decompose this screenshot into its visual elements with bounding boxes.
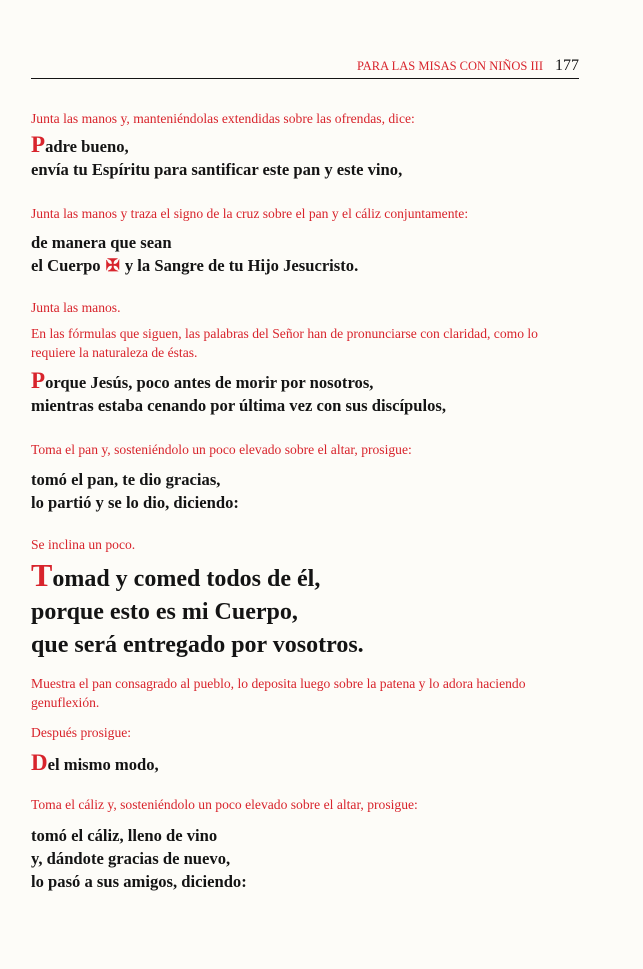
prayer-text-7: tomó el cáliz, lleno de vino y, dándote gracias de nuevo, lo pasó a sus amigos, diciendo: (31, 826, 247, 891)
page-number: 177 (555, 57, 579, 74)
prayer-text-4: tomó el pan, te dio gracias, lo partió y se lo dio, diciendo: (31, 470, 239, 512)
drop-initial: P (31, 368, 46, 393)
consecration-text-bread: Tomad y comed todos de él, porque esto es mi Cuerpo, que será entregado por vosotros. (31, 557, 364, 658)
prayer-text-3: Porque Jesús, poco antes de morir por nosotros, mientras estaba cenando por última vez con sus discípulos, (31, 368, 447, 415)
header-rule (31, 78, 579, 79)
page (31, 0, 579, 969)
prayer-text-1: Padre bueno, envía tu Espíritu para santificar este pan y este vino, (31, 132, 403, 179)
rubric-3: Junta las manos. (31, 300, 121, 315)
prayer-text-2: de manera que sean el Cuerpo ✠ y la Sangre de tu Hijo Jesucristo. (31, 233, 359, 275)
cross-icon: ✠ (105, 256, 120, 275)
rubric-7: Muestra el pan consagrado al pueblo, lo deposita luego sobre la patena y lo adora haciendo genuflexión. (31, 676, 526, 710)
rubric-2: Junta las manos y traza el signo de la cruz sobre el pan y el cáliz conjuntamente: (31, 206, 469, 221)
running-header (31, 57, 579, 75)
prayer-text-6: Del mismo modo, (31, 750, 159, 775)
rubric-9: Toma el cáliz y, sosteniéndolo un poco elevado sobre el altar, prosigue: (31, 797, 418, 812)
rubric-1: Junta las manos y, manteniéndolas extendidas sobre las ofrendas, dice: (31, 111, 415, 126)
drop-initial: T (31, 557, 53, 593)
running-title: PARA LAS MISAS CON NIÑOS III (356, 59, 543, 73)
rubric-4: En las fórmulas que siguen, las palabras del Señor han de pronunciarse con claridad, como lo requiere la naturaleza de éstas. (31, 326, 538, 360)
rubric-8: Después prosigue: (31, 725, 132, 740)
drop-initial: D (31, 750, 48, 775)
rubric-5: Toma el pan y, sosteniéndolo un poco elevado sobre el altar, prosigue: (31, 442, 412, 457)
drop-initial: P (31, 132, 46, 157)
rubric-6: Se inclina un poco. (31, 537, 136, 552)
